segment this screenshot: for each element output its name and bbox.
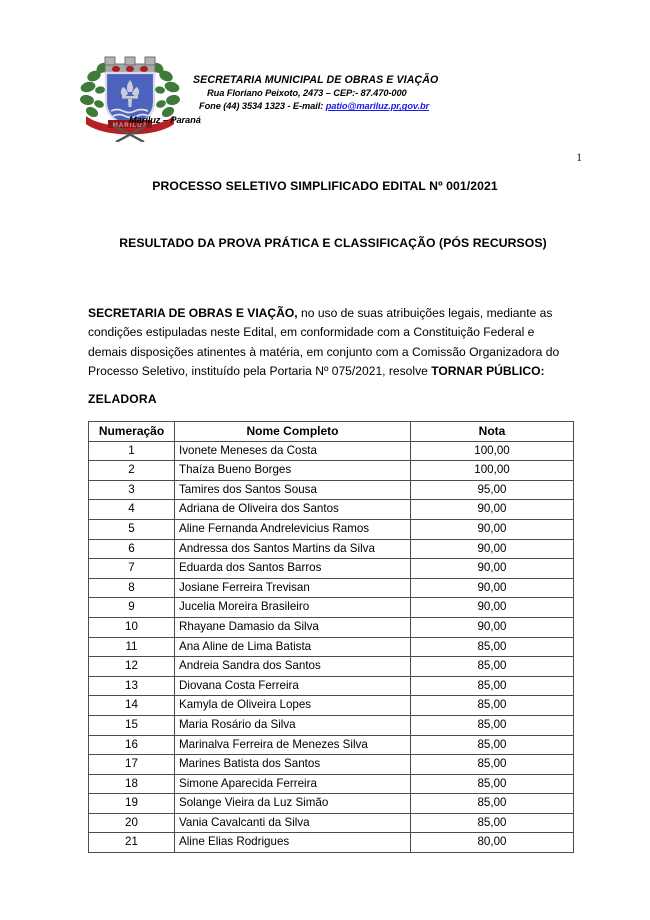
- cell-numeracao: 11: [89, 637, 175, 657]
- cell-numeracao: 2: [89, 461, 175, 481]
- table-header-row: [89, 422, 574, 442]
- cell-numeracao: 20: [89, 813, 175, 833]
- column-header-numeracao: Numeração: [89, 422, 175, 442]
- cell-nota: 85,00: [411, 676, 574, 696]
- table-row: [89, 578, 574, 598]
- cell-nota: 90,00: [411, 519, 574, 539]
- cell-numeracao: 19: [89, 794, 175, 814]
- cell-nota: 80,00: [411, 833, 574, 853]
- table-row: [89, 715, 574, 735]
- results-table-head: [89, 422, 574, 442]
- table-row: [89, 461, 574, 481]
- cell-numeracao: 15: [89, 715, 175, 735]
- cell-nome: Diovana Costa Ferreira: [175, 676, 411, 696]
- table-row: [89, 500, 574, 520]
- cell-numeracao: 14: [89, 696, 175, 716]
- email-link[interactable]: patio@mariluz.pr,gov.br: [325, 101, 430, 112]
- body-text: no uso de suas atribuições legais, mediante as condições estipuladas neste Edital, em conformidade com a Constituição Federal e demais disposições atinentes à matéria, em conjunto com a Comissão Organizadora do Processo Seletivo, instituído pela Portaria Nº 075/2021, resolve: [88, 306, 560, 378]
- table-row: [89, 735, 574, 755]
- cell-nota: 90,00: [411, 539, 574, 559]
- body-tail-bold: TORNAR PÚBLICO:: [431, 363, 545, 378]
- section-heading-zeladora: ZELADORA: [88, 392, 157, 406]
- cell-numeracao: 17: [89, 755, 175, 775]
- cell-numeracao: 4: [89, 500, 175, 520]
- table-row: [89, 480, 574, 500]
- results-table-body: [89, 441, 574, 852]
- column-header-nota: Nota: [411, 422, 574, 442]
- cell-numeracao: 3: [89, 480, 175, 500]
- city-line: Mariluz – Paraná: [129, 114, 201, 125]
- table-row: [89, 539, 574, 559]
- cell-nota: 90,00: [411, 559, 574, 579]
- cell-nota: 85,00: [411, 657, 574, 677]
- cell-nome: Rhayane Damasio da Silva: [175, 617, 411, 637]
- table-row: [89, 559, 574, 579]
- cell-numeracao: 18: [89, 774, 175, 794]
- table-row: [89, 519, 574, 539]
- cell-nome: Tamires dos Santos Sousa: [175, 480, 411, 500]
- cell-nota: 100,00: [411, 461, 574, 481]
- cell-nome: Ana Aline de Lima Batista: [175, 637, 411, 657]
- phone-label: Fone (44) 3534 1323 - E-mail:: [199, 101, 326, 112]
- cell-nota: 85,00: [411, 813, 574, 833]
- table-row: [89, 617, 574, 637]
- address-line: Rua Floriano Peixoto, 2473 – CEP:- 87.470-000: [207, 88, 407, 99]
- cell-nota: 90,00: [411, 578, 574, 598]
- page-subtitle: RESULTADO DA PROVA PRÁTICA E CLASSIFICAÇÃO (PÓS RECURSOS): [119, 236, 547, 250]
- table-row: [89, 441, 574, 461]
- cell-nota: 90,00: [411, 598, 574, 618]
- cell-numeracao: 10: [89, 617, 175, 637]
- table-row: [89, 657, 574, 677]
- cell-nota: 85,00: [411, 715, 574, 735]
- cell-nome: Jucelia Moreira Brasileiro: [175, 598, 411, 618]
- cell-nome: Thaíza Bueno Borges: [175, 461, 411, 481]
- table-row: [89, 676, 574, 696]
- cell-numeracao: 21: [89, 833, 175, 853]
- table-row: [89, 794, 574, 814]
- cell-nome: Eduarda dos Santos Barros: [175, 559, 411, 579]
- cell-numeracao: 7: [89, 559, 175, 579]
- cell-nota: 85,00: [411, 637, 574, 657]
- cell-nome: Maria Rosário da Silva: [175, 715, 411, 735]
- cell-nota: 90,00: [411, 500, 574, 520]
- cell-nome: Andreia Sandra dos Santos: [175, 657, 411, 677]
- table-row: [89, 813, 574, 833]
- table-row: [89, 774, 574, 794]
- cell-nota: 85,00: [411, 755, 574, 775]
- cell-numeracao: 6: [89, 539, 175, 559]
- cell-nome: Marines Batista dos Santos: [175, 755, 411, 775]
- cell-nome: Solange Vieira da Luz Simão: [175, 794, 411, 814]
- cell-numeracao: 1: [89, 441, 175, 461]
- cell-nome: Kamyla de Oliveira Lopes: [175, 696, 411, 716]
- document-header: [0, 52, 650, 142]
- cell-nota: 95,00: [411, 480, 574, 500]
- cell-nome: Aline Fernanda Andrelevicius Ramos: [175, 519, 411, 539]
- cell-nota: 100,00: [411, 441, 574, 461]
- cell-nome: Marinalva Ferreira de Menezes Silva: [175, 735, 411, 755]
- cell-nome: Josiane Ferreira Trevisan: [175, 578, 411, 598]
- phone-email-line: [199, 100, 650, 113]
- cell-nota: 85,00: [411, 794, 574, 814]
- coat-of-arms-crest: [72, 52, 187, 142]
- body-lead-bold: SECRETARIA DE OBRAS E VIAÇÃO,: [88, 306, 298, 321]
- cell-numeracao: 12: [89, 657, 175, 677]
- cell-nota: 85,00: [411, 735, 574, 755]
- table-row: [89, 696, 574, 716]
- cell-numeracao: 13: [89, 676, 175, 696]
- table-row: [89, 598, 574, 618]
- results-table: [88, 421, 574, 853]
- cell-numeracao: 8: [89, 578, 175, 598]
- body-paragraph: [88, 304, 572, 381]
- cell-numeracao: 9: [89, 598, 175, 618]
- cell-numeracao: 16: [89, 735, 175, 755]
- cell-numeracao: 5: [89, 519, 175, 539]
- mariluz-crest-icon: [78, 54, 182, 142]
- cell-nome: Adriana de Oliveira dos Santos: [175, 500, 411, 520]
- cell-nome: Ivonete Meneses da Costa: [175, 441, 411, 461]
- org-name-line: SECRETARIA MUNICIPAL DE OBRAS E VIAÇÃO: [193, 74, 439, 86]
- cell-nome: Vania Cavalcanti da Silva: [175, 813, 411, 833]
- crest-banner-label: MARILUZ: [112, 121, 147, 129]
- page-title: PROCESSO SELETIVO SIMPLIFICADO EDITAL Nº 001/2021: [152, 179, 498, 193]
- table-row: [89, 833, 574, 853]
- mural-crown-icon: [105, 57, 155, 73]
- cell-nome: Aline Elias Rodrigues: [175, 833, 411, 853]
- cell-nota: 90,00: [411, 617, 574, 637]
- cell-nota: 85,00: [411, 696, 574, 716]
- column-header-nome: Nome Completo: [175, 422, 411, 442]
- cell-nota: 85,00: [411, 774, 574, 794]
- header-text-block: [129, 52, 650, 127]
- cell-nome: Andressa dos Santos Martins da Silva: [175, 539, 411, 559]
- table-row: [89, 637, 574, 657]
- page-number: 1: [576, 152, 582, 164]
- table-row: [89, 755, 574, 775]
- cell-nome: Simone Aparecida Ferreira: [175, 774, 411, 794]
